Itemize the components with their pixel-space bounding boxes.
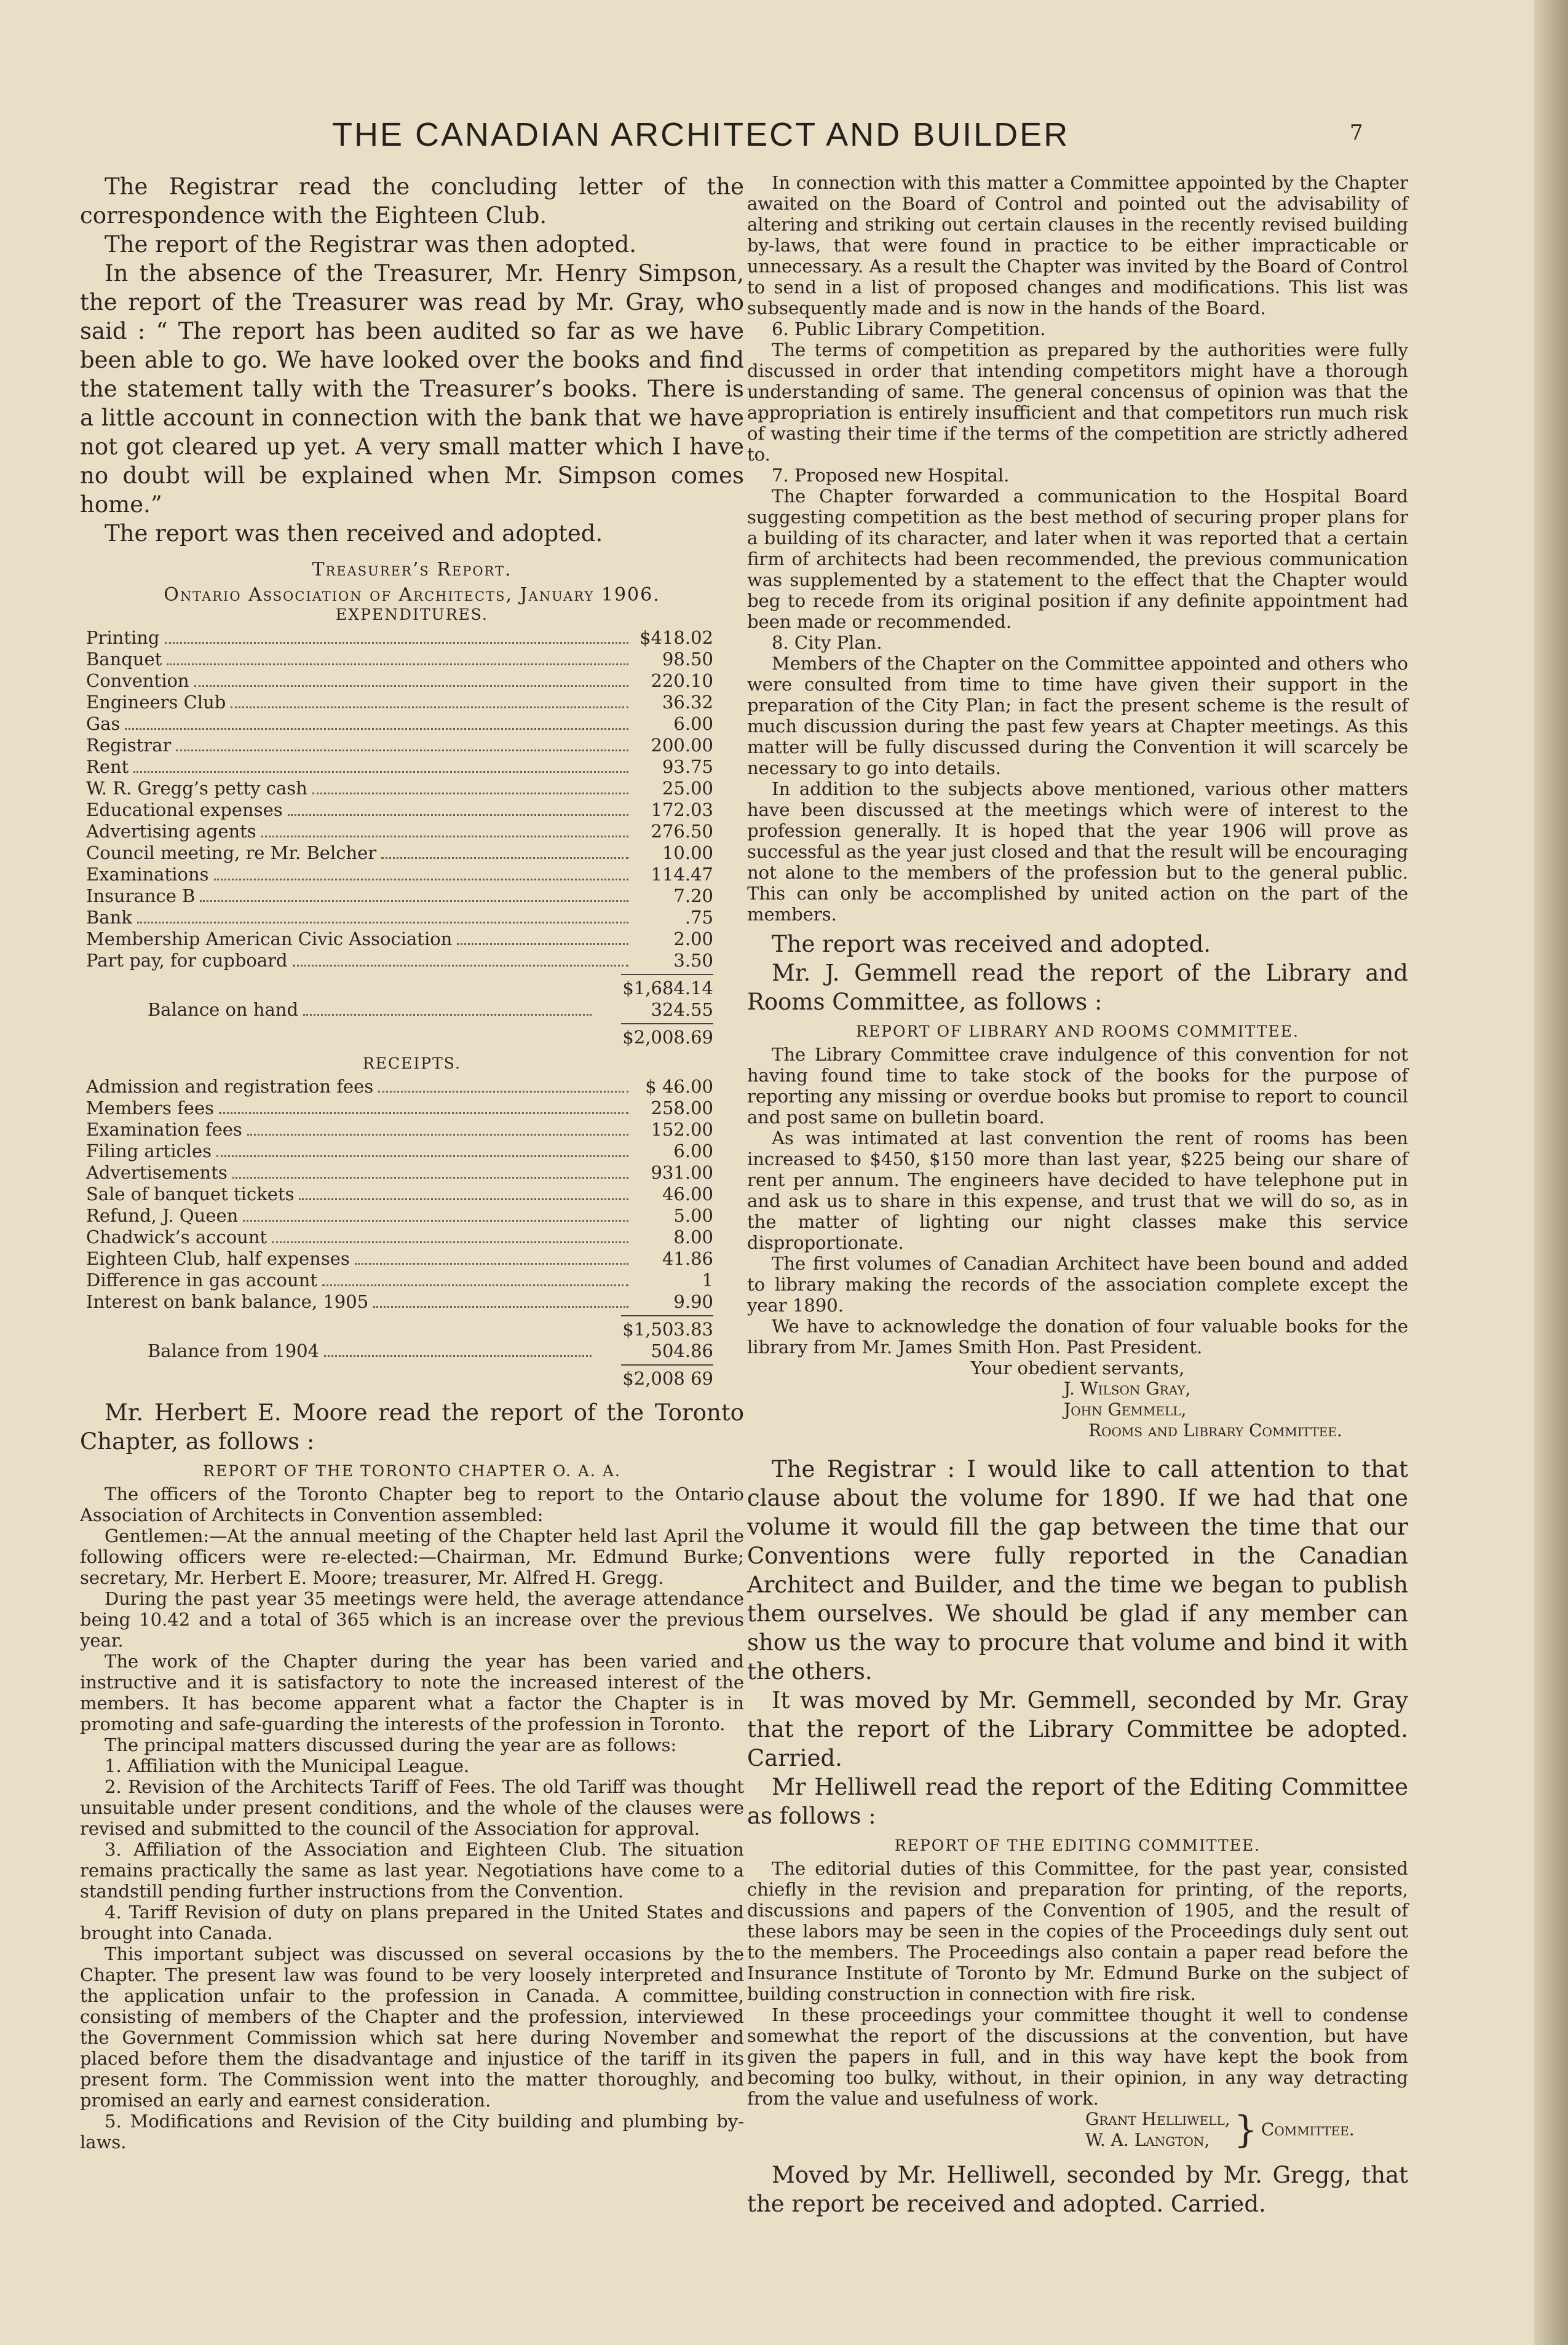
ledger-row: Examinations 114.47: [86, 864, 713, 885]
paragraph: 5. Modifications and Revision of the City building and plumbing by-laws.: [80, 2111, 744, 2153]
left-column: [80, 172, 744, 2153]
receipts-ledger: [86, 1076, 713, 1390]
ledger-row: Membership American Civic Association 2.00: [86, 928, 713, 949]
sum-rule: [621, 1364, 713, 1366]
expenditure-subtotal: $1,684.14: [622, 978, 713, 999]
running-title: THE CANADIAN ARCHITECT AND BUILDER: [332, 116, 1070, 153]
ledger-row: Banquet 98.50: [86, 649, 713, 670]
expenditures-ledger: [86, 627, 713, 1048]
ledger-row: Bank .75: [86, 907, 713, 928]
ledger-row: Printing $418.02: [86, 627, 713, 648]
treasurer-report-title: Treasurer’s Report.: [312, 559, 512, 580]
paragraph: This important subject was discussed on several occasions by the Chapter. The present law was found to be very loosely interpreted and the application unfair to the profession in Canada. A committee, consisting of members of the Chapter and the profession, interviewed the Government Commission which sat here during November and placed before them the disadvantage and injustice of the tariff in its present form. The Commission went into the matter thoroughly, and promised an early and earnest consideration.: [80, 1944, 744, 2111]
paragraph: The work of the Chapter during the year has been varied and instructive and it is satisfactory to note the increased interest of the members. It has become apparent what a factor the Chapter is in promoting and safe-guarding the interests of the profession in Toronto.: [80, 1651, 744, 1734]
paragraph: 3. Affiliation of the Association and Eighteen Club. The situation remains practically the same as last year. Negotiations have come to a standstill pending further instructions from the Convention.: [80, 1839, 744, 1902]
ledger-row: Refund, J. Queen 5.00: [86, 1205, 713, 1226]
page-number: 7: [1350, 121, 1363, 145]
ledger-row: Convention 220.10: [86, 670, 713, 691]
receipts-heading: RECEIPTS.: [362, 1054, 461, 1072]
receipts-subtotal: $1,503.83: [622, 1319, 713, 1340]
ledger-row: Admission and registration fees $ 46.00: [86, 1076, 713, 1097]
sum-rule: [621, 974, 713, 975]
right-column: [747, 172, 1408, 2218]
toronto-report-heading: REPORT OF THE TORONTO CHAPTER O. A. A.: [203, 1462, 621, 1480]
page-binding-edge: [1534, 0, 1568, 2345]
ledger-row: Rent 93.75: [86, 756, 713, 777]
expenditure-total: $2,008.69: [622, 1027, 713, 1048]
ledger-row: Interest on bank balance, 1905 9.90: [86, 1291, 713, 1312]
closing-line: Your obedient servants,: [970, 1358, 1185, 1378]
paragraph: Moved by Mr. Helliwell, seconded by Mr. Gregg, that the report be received and adopted. Carried.: [747, 2162, 1408, 2217]
paragraph: The principal matters discussed during the year are as follows:: [105, 1734, 677, 1755]
ledger-row: Engineers Club 36.32: [86, 692, 713, 713]
paragraph: The report was then received and adopted.: [105, 520, 603, 547]
paragraph: The first volumes of Canadian Architect have been bound and added to library making the records of the association complete except the year 1890.: [747, 1253, 1408, 1316]
ledger-row: Educational expenses 172.03: [86, 799, 713, 820]
ledger-row: W. R. Gregg’s petty cash 25.00: [86, 778, 713, 799]
committee-name: Rooms and Library Committee.: [1088, 1420, 1342, 1441]
paragraph: Gentlemen:—At the annual meeting of the Chapter held last April the following officers were re-elected:—Chairman, Mr. Edmund Burke; secretary, Mr. Herbert E. Moore; treasurer, Mr. Alfred H. Gregg.: [80, 1525, 744, 1588]
paragraph: Mr. Herbert E. Moore read the report of the Toronto Chapter, as follows :: [80, 1399, 744, 1455]
sum-rule: [621, 1315, 713, 1316]
paragraph: The Chapter forwarded a communication to the Hospital Board suggesting competition as the best method of securing proper plans for a building of its character, and later when it was reported that a certain firm of architects had been recommended, the previous communication was supplemented by a statement to the effect that the Chapter would beg to recede from its original position if any definite appointment had been made or recommended.: [747, 486, 1408, 632]
editing-report-heading: REPORT OF THE EDITING COMMITTEE.: [894, 1837, 1261, 1854]
page-header: [80, 116, 1494, 165]
paragraph: The terms of competition as prepared by the authorities were fully discussed in order that intending competitors might have a thorough understanding of same. The general concensus of opinion was that the appropriation is entirely insufficient and that competitors run much risk of wasting their time if the terms of the competition are strictly adhered to.: [747, 339, 1408, 465]
paragraph: It was moved by Mr. Gemmell, seconded by Mr. Gray that the report of the Library Committee be adopted. Carried.: [747, 1687, 1408, 1771]
paragraph: The Registrar read the concluding letter of the correspondence with the Eighteen Club.: [80, 173, 744, 229]
ledger-row: Difference in gas account 1: [86, 1270, 713, 1291]
signer-name: W. A. Langton,: [1085, 2130, 1210, 2150]
ledger-row: Members fees 258.00: [86, 1097, 713, 1118]
paragraph: In the absence of the Treasurer, Mr. Henry Simpson, the report of the Treasurer was read by Mr. Gray, who said : “ The report has been audited so far as we have been able to go. We have looked over the books and find the statement tally with the Treasurer’s books. There is a little account in connection with the bank that we have not got cleared up yet. A very small matter which I have no doubt will be explained when Mr. Simpson comes home.”: [80, 260, 744, 518]
paragraph: Mr Helliwell read the report of the Editing Committee as follows :: [747, 1774, 1408, 1829]
receipts-total: $2,008 69: [622, 1368, 713, 1389]
paragraph: The report was received and adopted.: [772, 931, 1211, 957]
paragraph: The report of the Registrar was then adopted.: [105, 231, 637, 258]
expenditures-heading: EXPENDITURES.: [336, 606, 488, 623]
ledger-row: Council meeting, re Mr. Belcher 10.00: [86, 842, 713, 863]
paragraph: 6. Public Library Competition.: [772, 318, 1046, 339]
paragraph: We have to acknowledge the donation of four valuable books for the library from Mr. James Smith Hon. Past President.: [747, 1316, 1408, 1358]
ledger-row: Sale of banquet tickets 46.00: [86, 1184, 713, 1204]
ledger-row: Part pay, for cupboard 3.50: [86, 950, 713, 971]
brace: }: [1233, 2108, 1257, 2151]
signer-name: J. Wilson Gray,: [1064, 1378, 1191, 1399]
ledger-row: Chadwick’s account 8.00: [86, 1227, 713, 1248]
library-report-heading: REPORT OF LIBRARY AND ROOMS COMMITTEE.: [856, 1022, 1299, 1040]
ledger-row: Eighteen Club, half expenses 41.86: [86, 1248, 713, 1269]
ledger-row: Examination fees 152.00: [86, 1119, 713, 1140]
paragraph: 1. Affiliation with the Municipal League.: [105, 1755, 470, 1776]
sum-rule: [621, 1023, 713, 1024]
ledger-row: Advertisements 931.00: [86, 1162, 713, 1183]
paragraph: 4. Tariff Revision of duty on plans prepared in the United States and brought into Canada.: [80, 1902, 744, 1944]
ledger-row: Advertising agents 276.50: [86, 821, 713, 842]
ledger-row: Registrar 200.00: [86, 735, 713, 756]
paragraph: During the past year 35 meetings were held, the average attendance being 10.42 and a total of 365 which is an increase over the previous year.: [80, 1588, 744, 1651]
paragraph: 8. City Plan.: [772, 632, 882, 653]
committee-name: Committee.: [1261, 2119, 1355, 2140]
paragraph: The Library Committee crave indulgence of this convention for not having found time to take stock of the books for the purpose of reporting any missing or overdue books but promise to report to council and post same on bulletin board.: [747, 1044, 1408, 1128]
paragraph: In these proceedings your committee thought it well to condense somewhat the report of the discussions at the convention, but have given the papers in full, and in this way have kept the book from becoming too bulky, without, in their opinion, in any way detracting from the value and usefulness of work.: [747, 2004, 1408, 2109]
paragraph: Members of the Chapter on the Committee appointed and others who were consulted from time to time have given their support in the preparation of the City Plan; in fact the present scheme is the result of much discussion during the past few years at Chapter meetings. As this matter will be fully discussed during the Convention it will scarcely be necessary to go into details.: [747, 653, 1408, 778]
paragraph: In addition to the subjects above mentioned, various other matters have been discussed at the meetings which were of interest to the profession generally. It is hoped that the year 1906 will prove as successful as the year just closed and that the result will be encouraging not alone to the members of the profession but to the general public. This can only be accomplished by united action on the part of the members.: [747, 778, 1408, 925]
paragraph: 2. Revision of the Architects Tariff of Fees. The old Tariff was thought unsuitable under present conditions, and the whole of the clauses were revised and submitted to the council of the Association for approval.: [80, 1776, 744, 1839]
signer-name: Grant Helliwell,: [1085, 2109, 1230, 2129]
paragraph: 7. Proposed new Hospital.: [772, 465, 1010, 486]
ledger-row-balance-from: Balance from 1904 504.86: [148, 1340, 713, 1361]
ledger-row: Insurance B 7.20: [86, 885, 713, 906]
paragraph: As was intimated at last convention the rent of rooms has been increased to $450, $150 more than last year, $225 being our share of rent per annum. The engineers have decided to have telephone put in and ask us to share in this expense, and trust that we will do so, as in the matter of lighting our night classes make this service disproportionate.: [747, 1128, 1408, 1253]
treasurer-report-subtitle: Ontario Association of Architects, January 1906.: [164, 584, 660, 606]
paragraph: In connection with this matter a Committee appointed by the Chapter awaited on the Board of Control and pointed out the advisability of altering and striking out certain clauses in the recently revised building by-laws, that were found in practice to be either impracticable or unnecessary. As a result the Chapter was invited by the Board of Control to send in a list of proposed changes and modifications. This list was subsequently made and is now in the hands of the Board.: [747, 172, 1408, 318]
paragraph: The officers of the Toronto Chapter beg to report to the Ontario Association of Architects in Convention assembled:: [80, 1484, 744, 1525]
paragraph: The Registrar : I would like to call attention to that clause about the volume for 1890. If we had that one volume it would fill the gap between the time that our Conventions were fully reported in the Canadian Architect and Builder, and the time we began to publish them ourselves. We should be glad if any member can show us the way to procure that volume and bind it with the others.: [747, 1456, 1408, 1685]
library-signatories: [1064, 1378, 1408, 1441]
paragraph: The editorial duties of this Committee, for the past year, consisted chiefly in the revision and preparation for printing, of the reports, discussions and papers of the Convention of 1905, and the result of these labors may be seen in the copies of the Proceedings duly sent out to the members. The Proceedings also contain a paper read before the Insurance Institute of Toronto by Mr. Edmund Burke on the subject of building construction in connection with fire risk.: [747, 1858, 1408, 2004]
paragraph: Mr. J. Gemmell read the report of the Library and Rooms Committee, as follows :: [747, 960, 1408, 1015]
ledger-row: Gas 6.00: [86, 713, 713, 734]
ledger-row-balance: Balance on hand 324.55: [148, 999, 713, 1020]
ledger-row: Filing articles 6.00: [86, 1141, 713, 1161]
signer-name: John Gemmell,: [1064, 1399, 1187, 1420]
editing-signatories: [1085, 2109, 1408, 2151]
